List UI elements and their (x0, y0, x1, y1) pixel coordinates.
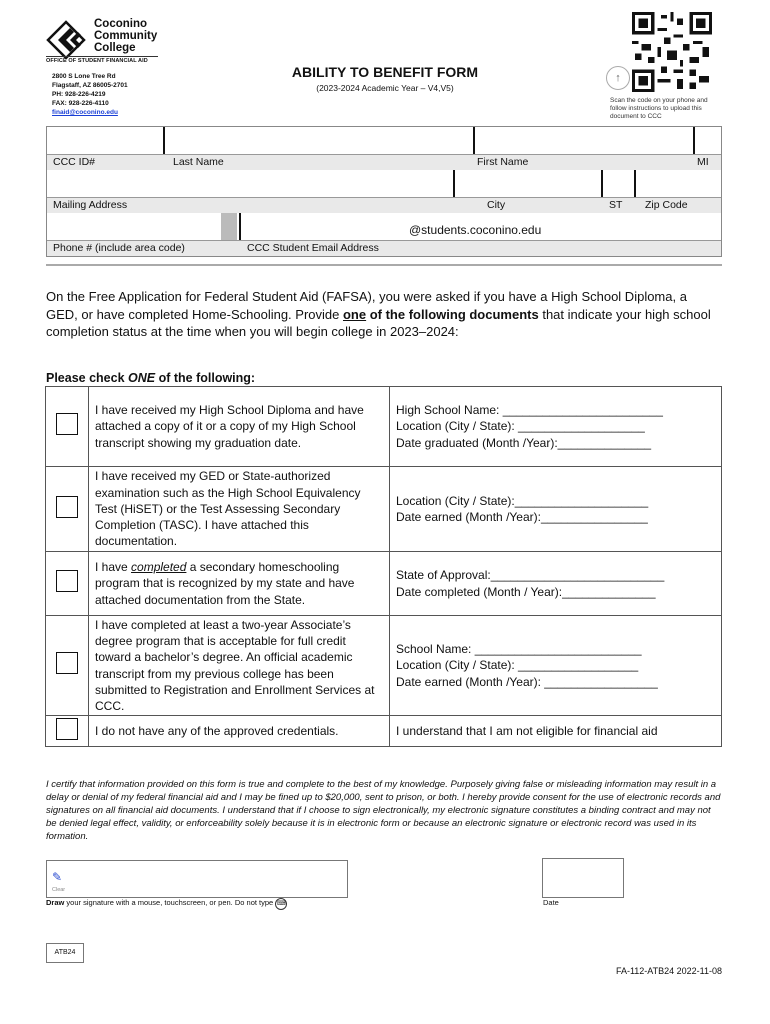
option-row (46, 552, 722, 616)
label-row (47, 154, 721, 170)
scan-instructions: Scan the code on your phone and follow instructions to upload this document to CCC (610, 97, 708, 120)
last-name-label: Last Name (173, 156, 224, 168)
option-description: I do not have any of the approved credentials. (89, 716, 390, 747)
mailing-address-label: Mailing Address (53, 199, 128, 211)
clear-signature-button[interactable]: Clear (52, 887, 66, 893)
city-label: City (487, 199, 506, 211)
upload-arrow-icon: ↑ (606, 66, 630, 90)
no-credentials-checkbox[interactable] (56, 718, 78, 740)
option-fields: School Name: _________________________ Location (City / State): __________________ Date earned (Month /Year): _________________ (390, 616, 722, 716)
state-label: ST (609, 199, 623, 211)
signature-field[interactable] (46, 860, 348, 898)
option-row (46, 467, 722, 552)
student-email-label: CCC Student Email Address (247, 242, 379, 254)
option-fields: State of Approval:__________________________ Date completed (Month / Year):______________ (390, 552, 722, 616)
phone-label: Phone # (include area code) (53, 242, 185, 254)
option-description: I have received my High School Diploma and have attached a copy of it or a copy of my High School transcript showing my graduation date. (89, 387, 390, 467)
college-name: Coconino Community College (94, 18, 158, 54)
form-code-box: ATB24 (46, 943, 84, 963)
field-divider (601, 170, 603, 197)
mi-label: MI (697, 156, 709, 168)
no-keyboard-icon: ⌨ (275, 898, 287, 910)
label-row (47, 240, 721, 256)
associate-degree-checkbox[interactable] (56, 652, 78, 674)
form-revision: FA-112-ATB24 2022-11-08 (615, 966, 722, 976)
email-domain: @students.coconino.edu (409, 223, 542, 237)
first-name-label: First Name (477, 156, 529, 168)
ccc-logo-icon (46, 20, 86, 60)
logo-divider (46, 56, 158, 57)
option-description: I have completed a secondary homeschooling program that is recognized by my state and have attached documentation from the State. (89, 552, 390, 616)
qr-code-icon[interactable] (632, 12, 712, 92)
option-fields: High School Name: ________________________ Location (City / State): ___________________ Date graduated (Month /Year):______________ (390, 387, 722, 467)
certification-statement: I certify that information provided on this form is true and complete to the best of my knowledge. Purposely giving false or misleading information may result in a delay or denial of my federal financial aid and I may be fined up to $20,000, sent to prison, or both. I hereby provide consent for the use of electronic records and signatures on all financial aid documents. I understand that if I choose to sign electronically, my electronic signature constitutes a binding contract and may not be denied legal effect, validity, or enforceability solely because it is in electronic form or because an electronic signature or electronic record was used in its formation. (46, 779, 721, 842)
email-link[interactable]: finaid@coconino.edu (52, 109, 118, 116)
pen-icon: ✎ (52, 870, 63, 884)
options-table (45, 386, 722, 747)
field-divider (163, 127, 165, 154)
homeschool-checkbox[interactable] (56, 570, 78, 592)
option-row (46, 716, 722, 747)
field-divider (473, 127, 475, 154)
option-row (46, 616, 722, 716)
diploma-checkbox[interactable] (56, 413, 78, 435)
option-fields: I understand that I am not eligible for financial aid (390, 716, 722, 747)
check-instruction: Please check ONE of the following: (46, 371, 256, 385)
field-divider (239, 213, 241, 240)
signature-instruction: Draw your signature with a mouse, touchscreen, or pen. Do not type ⌨ (46, 898, 287, 910)
field-divider (634, 170, 636, 197)
option-description: I have received my GED or State-authorized examination such as the High School Equivalency Test (HiSET) or the Test Assessing Secondary Completion (TASC). I have attached this documentation. (89, 467, 390, 552)
contact-address: 2800 S Lone Tree Rd Flagstaff, AZ 86005-2701 PH: 928-226-4219 FAX: 928-226-4110 finaid@coconino.edu (52, 73, 128, 116)
form-title: ABILITY TO BENEFIT FORM (291, 64, 479, 80)
field-separator (221, 213, 237, 240)
date-label: Date (543, 898, 559, 907)
section-divider (46, 264, 722, 266)
option-fields: Location (City / State):____________________ Date earned (Month /Year):________________ (390, 467, 722, 552)
ged-checkbox[interactable] (56, 496, 78, 518)
intro-paragraph: On the Free Application for Federal Student Aid (FAFSA), you were asked if you have a High School Diploma, a GED, or have completed Home-Schooling. Provide one of the following documents that indicate your high school completion status at the time when you will begin college in 2023–2024: (46, 289, 711, 339)
field-divider (453, 170, 455, 197)
zip-code-label: Zip Code (645, 199, 688, 211)
label-row (47, 197, 721, 213)
form-subtitle: (2023-2024 Academic Year – V4,V5) (316, 83, 454, 93)
date-field[interactable] (542, 858, 624, 898)
option-description: I have completed at least a two-year Associate’s degree program that is acceptable for full credit toward a bachelor’s degree. An official academic transcript from my previous college has been submitted to Registration and Enrollment Services at CCC. (89, 616, 390, 716)
office-name: OFFICE OF STUDENT FINANCIAL AID (46, 58, 148, 64)
option-row (46, 387, 722, 467)
ccc-id-label: CCC ID# (53, 156, 96, 168)
student-info-grid (46, 126, 722, 257)
field-divider (693, 127, 695, 154)
